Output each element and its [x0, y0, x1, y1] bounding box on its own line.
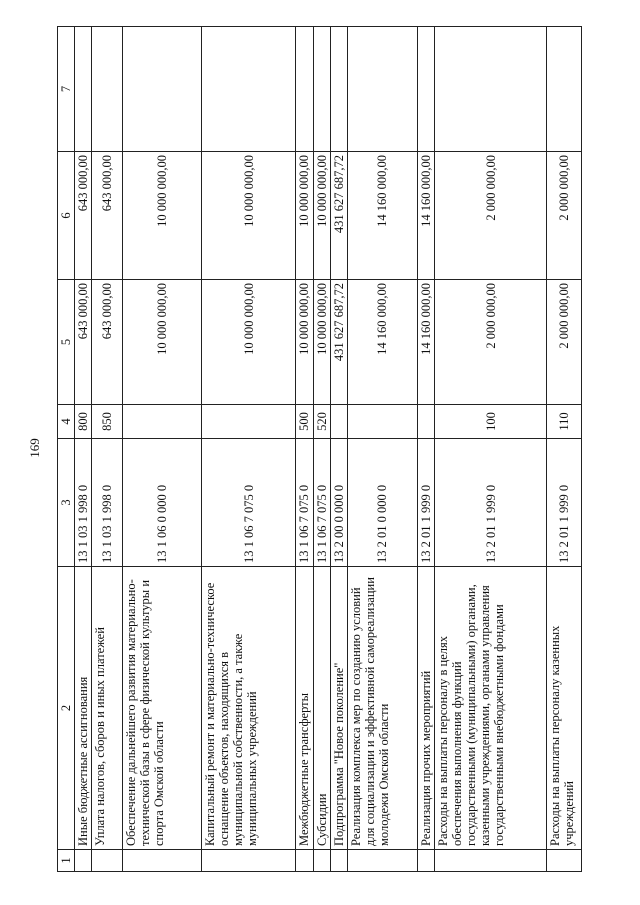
header-row [58, 27, 75, 872]
table-row [296, 27, 313, 872]
row-vr: 850 [92, 405, 123, 439]
row-index-cell [75, 850, 92, 872]
row-col5: 643 000,00 [75, 280, 92, 405]
row-col7 [313, 27, 330, 152]
row-col5: 14 160 000,00 [417, 280, 434, 405]
page-number: 169 [27, 438, 42, 458]
row-index-cell [296, 850, 313, 872]
row-col5: 10 000 000,00 [202, 280, 296, 405]
row-vr: 110 [547, 405, 582, 439]
row-vr: 800 [75, 405, 92, 439]
row-col7 [435, 27, 547, 152]
row-col6: 2 000 000,00 [547, 152, 582, 280]
table-row [92, 27, 123, 872]
row-code: 13 1 06 7 075 0 [313, 439, 330, 567]
row-index-cell [348, 850, 417, 872]
row-col5: 10 000 000,00 [122, 280, 202, 405]
row-code: 13 1 06 7 075 0 [202, 439, 296, 567]
row-col5: 431 627 687,72 [330, 280, 347, 405]
header-col-5: 5 [58, 280, 75, 405]
row-vr: 100 [435, 405, 547, 439]
row-col7 [296, 27, 313, 152]
row-index-cell [547, 850, 582, 872]
row-col5: 14 160 000,00 [348, 280, 417, 405]
row-col5: 10 000 000,00 [296, 280, 313, 405]
row-index-cell [435, 850, 547, 872]
row-vr [348, 405, 417, 439]
row-name: Обеспечение дальнейшего развития материально-технической базы в сфере физической культуры и спорта Омской области [122, 567, 202, 850]
row-name: Уплата налогов, сборов и иных платежей [92, 567, 123, 850]
row-col6: 431 627 687,72 [330, 152, 347, 280]
row-col7 [348, 27, 417, 152]
row-vr: 500 [296, 405, 313, 439]
row-code: 13 2 01 1 999 0 [435, 439, 547, 567]
row-col7 [92, 27, 123, 152]
row-col5: 2 000 000,00 [547, 280, 582, 405]
row-col7 [417, 27, 434, 152]
budget-table-rotated [57, 27, 582, 872]
table-row [202, 27, 296, 872]
header-col-4: 4 [58, 405, 75, 439]
header-col-6: 6 [58, 152, 75, 280]
row-index-cell [313, 850, 330, 872]
row-col7 [75, 27, 92, 152]
row-col6: 643 000,00 [92, 152, 123, 280]
row-col6: 10 000 000,00 [122, 152, 202, 280]
row-col7 [122, 27, 202, 152]
row-vr [202, 405, 296, 439]
row-index-cell [330, 850, 347, 872]
table-row [547, 27, 582, 872]
table-row [313, 27, 330, 872]
row-code: 13 1 06 7 075 0 [296, 439, 313, 567]
row-code: 13 2 01 0 000 0 [348, 439, 417, 567]
row-name: Расходы на выплаты персоналу казенных учреждений [547, 567, 582, 850]
row-name: Подпрограмма "Новое поколение" [330, 567, 347, 850]
row-col6: 10 000 000,00 [202, 152, 296, 280]
row-col7 [330, 27, 347, 152]
row-code: 13 2 00 0 000 0 [330, 439, 347, 567]
row-index-cell [417, 850, 434, 872]
row-col5: 2 000 000,00 [435, 280, 547, 405]
row-col6: 14 160 000,00 [348, 152, 417, 280]
row-name: Реализация прочих мероприятий [417, 567, 434, 850]
row-col5: 643 000,00 [92, 280, 123, 405]
row-name: Межбюджетные трансферты [296, 567, 313, 850]
row-index-cell [92, 850, 123, 872]
row-name: Иные бюджетные ассигнования [75, 567, 92, 850]
row-name: Реализация комплекса мер по созданию условий для социализации и эффективной самореализации молодежи Омской области [348, 567, 417, 850]
row-vr [330, 405, 347, 439]
row-index-cell [202, 850, 296, 872]
row-col6: 2 000 000,00 [435, 152, 547, 280]
row-col7 [547, 27, 582, 152]
table-row [435, 27, 547, 872]
row-name: Капитальный ремонт и материально-техническое оснащение объектов, находящихся в муниципальной собственности, а также муниципальных учреждений [202, 567, 296, 850]
row-code: 13 1 03 1 998 0 [92, 439, 123, 567]
table-row [348, 27, 417, 872]
row-col6: 10 000 000,00 [313, 152, 330, 280]
row-vr: 520 [313, 405, 330, 439]
row-name: Субсидии [313, 567, 330, 850]
header-col-7: 7 [58, 27, 75, 152]
row-col5: 10 000 000,00 [313, 280, 330, 405]
row-code: 13 2 01 1 999 0 [417, 439, 434, 567]
row-code: 13 2 01 1 999 0 [547, 439, 582, 567]
row-index-cell [122, 850, 202, 872]
header-col-3: 3 [58, 439, 75, 567]
row-col7 [202, 27, 296, 152]
table-row [75, 27, 92, 872]
row-name: Расходы на выплаты персоналу в целях обеспечения выполнения функций государственными (муниципальными) органами, казенными учреждениями, органами управления государственными внебюджетными фондами [435, 567, 547, 850]
row-code: 13 1 03 1 998 0 [75, 439, 92, 567]
row-code: 13 1 06 0 000 0 [122, 439, 202, 567]
row-col6: 643 000,00 [75, 152, 92, 280]
row-col6: 14 160 000,00 [417, 152, 434, 280]
table-row [330, 27, 347, 872]
table-row [417, 27, 434, 872]
budget-table [57, 26, 582, 872]
header-col-2: 2 [58, 567, 75, 850]
row-col6: 10 000 000,00 [296, 152, 313, 280]
row-vr [417, 405, 434, 439]
row-vr [122, 405, 202, 439]
table-row [122, 27, 202, 872]
header-col-1: 1 [58, 850, 75, 872]
